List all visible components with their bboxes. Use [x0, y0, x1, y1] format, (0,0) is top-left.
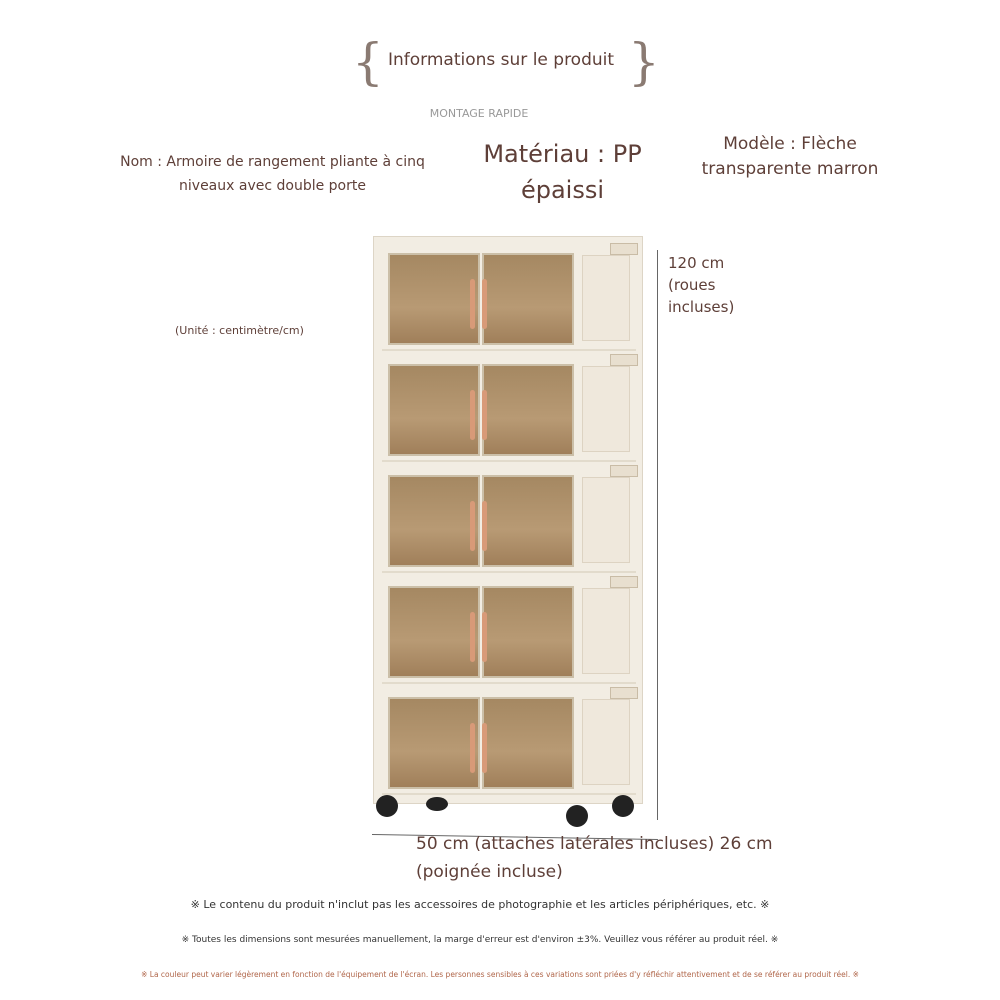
note-dimensions: ※ Toutes les dimensions sont mesurées manuellement, la marge d'erreur est d'environ ±3%. Veuillez vous référer au produit réel. ※ — [181, 935, 779, 945]
product-model: Modèle : Flèche transparente marron — [701, 134, 879, 179]
door-left — [388, 586, 480, 678]
door-right — [482, 475, 574, 567]
height-label: 120 cm (roues incluses) — [668, 254, 735, 316]
door-handle — [470, 723, 475, 773]
side-panel — [582, 699, 630, 785]
side-clip — [610, 354, 638, 366]
section-title: Informations sur le produit — [388, 50, 615, 70]
product-name: Nom : Armoire de rangement pliante à cinq niveaux avec double porte — [120, 154, 425, 194]
note-accessories: ※ Le contenu du produit n'inclut pas les accessoires de photographie et les articles périphériques, etc. ※ — [190, 898, 770, 911]
door-left — [388, 253, 480, 345]
width-label: 50 cm (attaches latérales incluses) 26 cm (poignée incluse) — [416, 834, 773, 882]
door-handle — [482, 612, 487, 662]
wheel — [426, 797, 448, 811]
unit-label: (Unité : centimètre/cm) — [175, 324, 304, 337]
door-left — [388, 475, 480, 567]
side-clip — [610, 243, 638, 255]
door-right — [482, 697, 574, 789]
side-clip — [610, 687, 638, 699]
door-handle — [470, 501, 475, 551]
side-clip — [610, 576, 638, 588]
height-dimension-line — [657, 250, 658, 820]
door-handle — [470, 279, 475, 329]
side-panel — [582, 255, 630, 341]
left-brace-icon: { — [352, 33, 384, 91]
wheel — [566, 805, 588, 827]
door-handle — [482, 501, 487, 551]
door-left — [388, 364, 480, 456]
door-handle — [482, 279, 487, 329]
right-brace-icon: } — [628, 33, 660, 91]
wheel — [612, 795, 634, 817]
note-color: ※ La couleur peut varier légèrement en fonction de l'équipement de l'écran. Les personnes sensibles à ces variations sont priées d'y réfléchir attentivement et de se référer au produit réel. ※ — [141, 970, 859, 979]
door-right — [482, 586, 574, 678]
section-subtitle: MONTAGE RAPIDE — [429, 107, 529, 120]
door-handle — [482, 390, 487, 440]
door-right — [482, 253, 574, 345]
door-handle — [482, 723, 487, 773]
cabinet-tier — [382, 689, 636, 795]
side-panel — [582, 588, 630, 674]
cabinet-tier — [382, 578, 636, 684]
door-handle — [470, 612, 475, 662]
wheel — [376, 795, 398, 817]
product-material: Matériau : PP épaissi — [483, 140, 642, 204]
door-handle — [470, 390, 475, 440]
cabinet-tier — [382, 245, 636, 351]
door-left — [388, 697, 480, 789]
side-panel — [582, 366, 630, 452]
cabinet-tier — [382, 356, 636, 462]
side-panel — [582, 477, 630, 563]
side-clip — [610, 465, 638, 477]
cabinet-tier — [382, 467, 636, 573]
door-right — [482, 364, 574, 456]
cabinet-image — [373, 236, 643, 804]
